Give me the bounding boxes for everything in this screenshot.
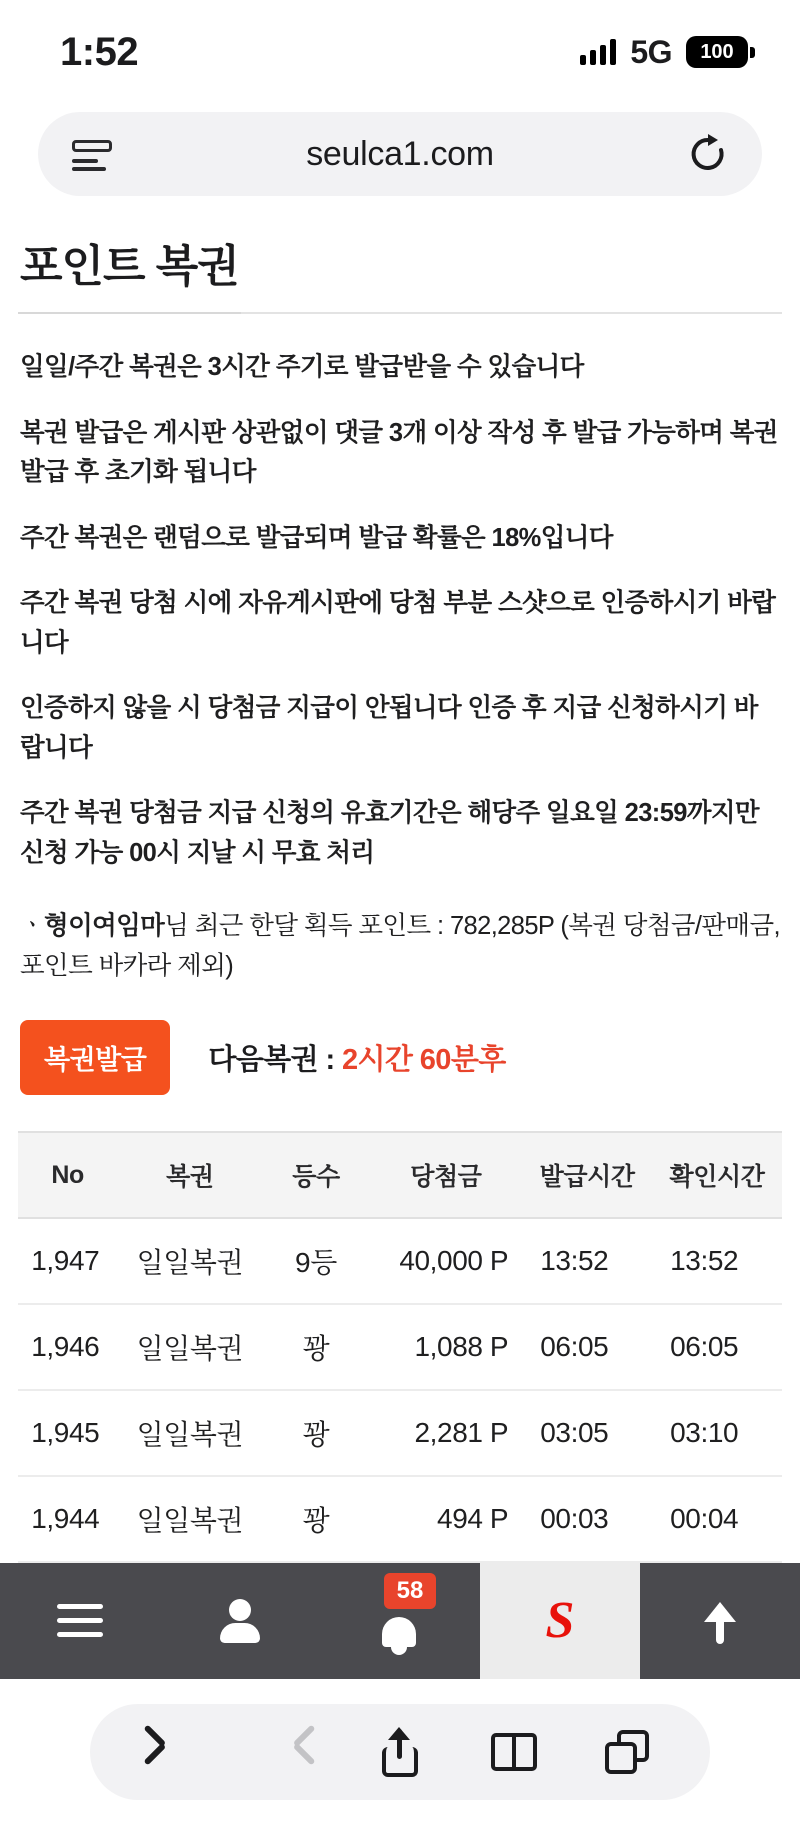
status-time: 1:52 <box>60 29 139 74</box>
cell-lottery: 일일복권 <box>117 1390 262 1476</box>
cell-issue-time: 13:52 <box>522 1218 652 1304</box>
notice-line: 일일/주간 복권은 3시간 주기로 발급받을 수 있습니다 <box>20 353 584 381</box>
cell-check-time: 06:05 <box>652 1304 782 1390</box>
cell-lottery: 일일복권 <box>117 1476 262 1562</box>
site-logo-s-icon: S <box>545 1592 575 1650</box>
tabs-icon <box>605 1730 649 1774</box>
bell-icon <box>370 1577 430 1651</box>
nav-scroll-top-button[interactable] <box>640 1563 800 1679</box>
chevron-left-icon <box>161 1730 185 1774</box>
cell-issue-time: 00:03 <box>522 1476 652 1562</box>
column-header-lottery: 복권 <box>117 1132 262 1218</box>
nav-alerts-button[interactable] <box>320 1563 480 1679</box>
site-bottom-nav <box>0 1563 800 1679</box>
column-header-issue-time: 발급시간 <box>522 1132 652 1218</box>
nav-profile-button[interactable] <box>160 1563 320 1679</box>
cell-check-time: 00:04 <box>652 1476 782 1562</box>
user-points-text: 님 최근 한달 획득 포인트 : 782,285P (복권 당첨금/판매금, 포인트 바카라 제외) <box>20 912 780 980</box>
reload-icon[interactable] <box>688 134 728 174</box>
cell-no: 1,944 <box>18 1476 117 1562</box>
issue-lottery-button[interactable]: 복권발급 <box>20 1020 170 1095</box>
user-points-summary <box>20 907 780 986</box>
alerts-badge: 58 <box>384 1573 436 1609</box>
cell-check-time: 13:52 <box>652 1218 782 1304</box>
reader-view-icon[interactable] <box>72 137 112 171</box>
next-lottery-status <box>208 1037 505 1078</box>
share-icon <box>380 1727 420 1777</box>
safari-toolbar-container <box>0 1679 800 1825</box>
notice-line: 주간 복권 당첨 시에 자유게시판에 당첨 부분 스샷으로 인증하시기 바랍니다 <box>20 589 776 657</box>
cell-issue-time: 03:05 <box>522 1390 652 1476</box>
table-row[interactable] <box>18 1218 782 1304</box>
cell-no: 1,947 <box>18 1218 117 1304</box>
url-bar[interactable] <box>38 112 762 196</box>
battery-full-icon: 100 <box>686 36 748 68</box>
tabs-button[interactable] <box>592 1717 662 1787</box>
nav-menu-button[interactable] <box>0 1563 160 1679</box>
table-row[interactable] <box>18 1304 782 1390</box>
lottery-history-table <box>18 1131 782 1563</box>
issue-row <box>20 1020 780 1095</box>
cell-prize: 494 P <box>369 1476 522 1562</box>
person-icon <box>220 1599 260 1643</box>
book-icon <box>491 1733 537 1771</box>
cell-rank: 꽝 <box>262 1390 369 1476</box>
back-button[interactable] <box>138 1717 208 1787</box>
forward-button[interactable] <box>251 1717 321 1787</box>
notice-line: 복권 발급은 게시판 상관없이 댓글 3개 이상 작성 후 발급 가능하며 복권 발급 후 초기화 됩니다 <box>20 418 778 487</box>
table-row[interactable] <box>18 1390 782 1476</box>
column-header-rank: 등수 <box>262 1132 369 1218</box>
table-header-row <box>18 1132 782 1218</box>
column-header-no: No <box>18 1132 117 1218</box>
next-lottery-label: 다음복권 : <box>208 1044 342 1077</box>
notice-line: 주간 복권 당첨금 지급 신청의 유효기간은 해당주 일요일 23:59까지만 신청 가능 00시 지날 시 무효 처리 <box>20 799 759 867</box>
cell-no: 1,946 <box>18 1304 117 1390</box>
cell-rank: 꽝 <box>262 1304 369 1390</box>
url-text[interactable]: seulca1.com <box>306 134 494 173</box>
column-header-prize: 당첨금 <box>369 1132 522 1218</box>
browser-url-bar-container <box>0 104 800 218</box>
cell-check-time: 03:10 <box>652 1390 782 1476</box>
notice-line: 인증하지 않을 시 당첨금 지급이 안됩니다 인증 후 지급 신청하시기 바랍니다 <box>20 694 758 762</box>
arrow-up-icon <box>700 1598 740 1644</box>
next-lottery-countdown: 2시간 60분후 <box>341 1044 506 1077</box>
chevron-right-icon <box>274 1730 298 1774</box>
cell-no: 1,945 <box>18 1390 117 1476</box>
network-type-label: 5G <box>630 33 672 70</box>
safari-toolbar <box>90 1704 710 1800</box>
bookmarks-button[interactable] <box>479 1717 549 1787</box>
signal-bars-icon <box>580 39 616 65</box>
cell-lottery: 일일복권 <box>117 1304 262 1390</box>
share-button[interactable] <box>365 1717 435 1787</box>
status-indicators <box>580 34 748 71</box>
notice-line: 주간 복권은 랜덤으로 발급되며 발급 확률은 18%입니다 <box>20 523 613 552</box>
table-row[interactable] <box>18 1476 782 1562</box>
cell-prize: 1,088 P <box>369 1304 522 1390</box>
cell-prize: 2,281 P <box>369 1390 522 1476</box>
column-header-check-time: 확인시간 <box>652 1132 782 1218</box>
cell-prize: 40,000 P <box>369 1218 522 1304</box>
user-nickname: 형이여임마 <box>44 912 165 941</box>
cell-rank: 9등 <box>262 1218 369 1304</box>
hamburger-icon <box>57 1604 103 1638</box>
cell-rank: 꽝 <box>262 1476 369 1562</box>
bullet-mark: ㆍ <box>20 912 45 941</box>
page-title-wrap <box>18 218 782 314</box>
page-content <box>0 218 800 1563</box>
nav-home-button[interactable] <box>480 1563 640 1679</box>
cell-lottery: 일일복권 <box>117 1218 262 1304</box>
cell-issue-time: 06:05 <box>522 1304 652 1390</box>
page-title: 포인트 복권 <box>18 218 241 314</box>
status-bar <box>0 0 800 104</box>
